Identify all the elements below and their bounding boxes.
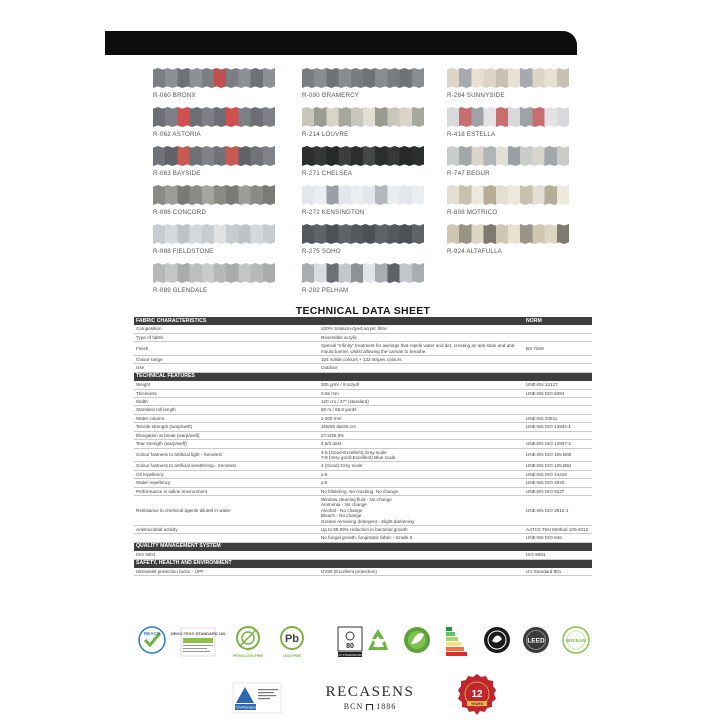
section-norm-header bbox=[524, 559, 592, 568]
table-row bbox=[134, 479, 592, 487]
cell-prop: Colour range bbox=[134, 356, 319, 364]
svg-text:PHTHALATES FREE: PHTHALATES FREE bbox=[232, 654, 264, 658]
table-row bbox=[134, 389, 592, 397]
cell-norm: UNE-EN 20811 bbox=[524, 414, 592, 422]
fabric-swatch bbox=[302, 224, 424, 255]
swatch-fabric-image bbox=[302, 263, 424, 283]
fabric-swatch bbox=[447, 107, 569, 138]
swatch-fabric-image bbox=[447, 107, 569, 127]
cell-value: No fungal growth, fungistatic fabric - Grade 0 bbox=[319, 534, 524, 542]
section-title: TECHNICAL FEATURES bbox=[134, 372, 524, 381]
table-row bbox=[134, 342, 592, 356]
cell-norm: UV Standard 801 bbox=[524, 568, 592, 576]
cell-prop: ISO 9001 bbox=[134, 551, 319, 559]
svg-text:80: 80 bbox=[346, 643, 354, 650]
svg-text:REACH: REACH bbox=[143, 631, 161, 636]
swatch-label: R-214 LOUVRE bbox=[302, 131, 349, 138]
fabric-swatch bbox=[153, 185, 275, 216]
swatch-fabric-image bbox=[447, 224, 569, 244]
svg-text:Pb: Pb bbox=[284, 633, 300, 645]
table-row bbox=[134, 414, 592, 422]
breeam-icon bbox=[558, 624, 594, 664]
swatch-fabric-image bbox=[302, 185, 424, 205]
reach-icon bbox=[134, 624, 170, 664]
lead-free-icon bbox=[274, 624, 310, 664]
table-row bbox=[134, 406, 592, 414]
swatch-fabric-image bbox=[153, 107, 275, 127]
table-row bbox=[134, 440, 592, 448]
table-row bbox=[134, 551, 592, 559]
svg-text:BREEAM: BREEAM bbox=[565, 639, 587, 644]
cell-norm bbox=[524, 333, 592, 341]
cell-prop: Resistance to chemical agents diluted in water bbox=[134, 495, 319, 525]
cell-norm bbox=[524, 325, 592, 333]
section-header bbox=[134, 372, 592, 381]
swatch-label: R-062 ASTORIA bbox=[153, 131, 201, 138]
table-row bbox=[134, 534, 592, 542]
oeko-tex-icon bbox=[170, 624, 226, 664]
swatch-label: R-924 ALTAFULLA bbox=[447, 248, 503, 255]
greenguard-icon bbox=[479, 624, 515, 664]
swatch-fabric-image bbox=[153, 185, 275, 205]
cell-value: Special "Infinity" treatment for awnings that repels water and dirt, creating an anti-stain and anti-mould barrier, whilst allowing the canvas to breathe. bbox=[319, 342, 524, 356]
table-row bbox=[134, 381, 592, 389]
cell-norm: AATCC Test Method 100-2012 bbox=[524, 525, 592, 533]
fabric-swatch bbox=[302, 185, 424, 216]
cell-value: 60 m / 65.6 yards bbox=[319, 406, 524, 414]
tuv-text: TÜVRheinland bbox=[235, 705, 256, 710]
cell-value: Outdoor bbox=[319, 364, 524, 372]
fabric-swatch bbox=[447, 68, 569, 99]
svg-text:LEAD FREE: LEAD FREE bbox=[282, 654, 302, 658]
swatch-fabric-image bbox=[302, 146, 424, 166]
cell-value: Up to 99,99% reduction in bacterial growth bbox=[319, 525, 524, 533]
table-row bbox=[134, 356, 592, 364]
section-norm-header: NORM bbox=[524, 317, 592, 325]
swatch-label: R-284 SUNNYSIDE bbox=[447, 92, 505, 99]
cell-value: 165/85 daN/5 cm bbox=[319, 423, 524, 431]
table-row bbox=[134, 462, 592, 470]
swatch-fabric-image bbox=[153, 68, 275, 88]
cell-norm: UNE-EN ISO 13934-1 bbox=[524, 423, 592, 431]
cell-prop: Water column bbox=[134, 414, 319, 422]
swatch-fabric-image bbox=[153, 146, 275, 166]
brand-tagline: BCN 1886 bbox=[343, 702, 397, 711]
technical-data-table bbox=[134, 317, 592, 576]
header-bar bbox=[105, 31, 577, 55]
cell-prop: Thickness bbox=[134, 389, 319, 397]
section-norm-header bbox=[524, 542, 592, 551]
recycle-icon bbox=[360, 624, 396, 664]
cell-prop: Performance in saline environment bbox=[134, 487, 319, 495]
section-norm-header bbox=[524, 372, 592, 381]
cell-prop: Standard roll length bbox=[134, 406, 319, 414]
swatch-label: R-090 GRAMERCY bbox=[302, 92, 360, 99]
cell-value: 4-5 (Good-Excellent) Grey scale 7-8 (Very good-Excellent) Blue scale bbox=[319, 448, 524, 462]
eco-icon bbox=[399, 624, 435, 664]
swatch-fabric-image bbox=[153, 224, 275, 244]
svg-text:UV STANDARD 801: UV STANDARD 801 bbox=[338, 654, 362, 657]
cell-norm: ISO 9001 bbox=[524, 551, 592, 559]
tuv-certificate-logo bbox=[233, 683, 281, 713]
cell-value: 104 solids colours + 132 stripes colours bbox=[319, 356, 524, 364]
swatch-label: R-088 FIELDSTONE bbox=[153, 248, 214, 255]
svg-text:OEKO-TEX® STANDARD 100: OEKO-TEX® STANDARD 100 bbox=[170, 631, 226, 636]
cell-prop: Weight bbox=[134, 381, 319, 389]
fabric-swatch bbox=[153, 224, 275, 255]
swatch-label: R-275 SOHO bbox=[302, 248, 341, 255]
cell-norm: UNE-EN ISO 5084 bbox=[524, 389, 592, 397]
cell-prop: Tensile strength (warp/weft) bbox=[134, 423, 319, 431]
fabric-swatch bbox=[302, 107, 424, 138]
swatch-fabric-image bbox=[302, 224, 424, 244]
fabric-swatch bbox=[447, 185, 569, 216]
cell-value: Window cleaning fluid - No change Ammonia - No change Alcohol - No change Bleach - No change Grease removing detergent - Slight darkening bbox=[319, 495, 524, 525]
cell-prop: Colour fastness to artificial weathering - Xenotest bbox=[134, 462, 319, 470]
cell-norm bbox=[524, 364, 592, 372]
cell-prop: Water repellency bbox=[134, 479, 319, 487]
energy-label-icon bbox=[438, 624, 474, 664]
swatch-fabric-image bbox=[447, 185, 569, 205]
section-header bbox=[134, 559, 592, 568]
cell-prop: Ultraviolet protection factor - UPF bbox=[134, 568, 319, 576]
cell-norm: UNE-EN ISO 105 B04 bbox=[524, 462, 592, 470]
section-title: QUALITY MANAGEMENT SYSTEM bbox=[134, 542, 524, 551]
section-header bbox=[134, 317, 592, 325]
swatch-label: R-808 MOTRICO bbox=[447, 209, 498, 216]
cell-value: 4,5/3 daN bbox=[319, 440, 524, 448]
table-row bbox=[134, 487, 592, 495]
cell-value: ≥ 300 mm bbox=[319, 414, 524, 422]
guarantee-seal bbox=[456, 672, 498, 720]
cell-value: 305 g/m² / 9 oz/yd² bbox=[319, 381, 524, 389]
table-row bbox=[134, 448, 592, 462]
fabric-swatch bbox=[153, 107, 275, 138]
swatch-fabric-image bbox=[302, 107, 424, 127]
table-row bbox=[134, 364, 592, 372]
section-title: SAFETY, HEALTH AND ENVIRONMENT bbox=[134, 559, 524, 568]
table-row bbox=[134, 325, 592, 333]
swatch-label: R-060 BRONX bbox=[153, 92, 196, 99]
swatch-label: R-063 BAYSIDE bbox=[153, 170, 201, 177]
fabric-swatch bbox=[153, 263, 275, 294]
cell-value: UV80 (Excellent protection) bbox=[319, 568, 524, 576]
cell-value: 0.55 mm bbox=[319, 389, 524, 397]
swatch-fabric-image bbox=[447, 68, 569, 88]
swatch-fabric-image bbox=[302, 68, 424, 88]
cell-norm: BS 7209 bbox=[524, 342, 592, 356]
table-row bbox=[134, 495, 592, 525]
seal-years: 12 bbox=[471, 689, 483, 700]
swatch-label: R-271 CHELSEA bbox=[302, 170, 353, 177]
cell-norm: UNE-EN ISO 4920 bbox=[524, 479, 592, 487]
cell-value: Reversible acrylic bbox=[319, 333, 524, 341]
cell-value: ≥ 5 bbox=[319, 470, 524, 478]
table-row bbox=[134, 333, 592, 341]
cell-prop: Oil repellency bbox=[134, 470, 319, 478]
cell-value: 120 cm / 47" (standard) bbox=[319, 398, 524, 406]
swatch-label: R-418 ESTELLA bbox=[447, 131, 496, 138]
cell-norm bbox=[524, 356, 592, 364]
recasens-logo bbox=[320, 684, 420, 714]
cell-norm: UNE-EN ISO 13937-2 bbox=[524, 440, 592, 448]
table-row bbox=[134, 398, 592, 406]
cell-prop: Elongation at break (warp/weft) bbox=[134, 431, 319, 439]
cell-value: 4 (Good) Grey scale bbox=[319, 462, 524, 470]
table-row bbox=[134, 423, 592, 431]
fabric-swatch bbox=[153, 68, 275, 99]
table-row bbox=[134, 568, 592, 576]
swatch-fabric-image bbox=[447, 146, 569, 166]
castle-icon bbox=[366, 704, 373, 710]
cell-norm: UNE-EN ISO 14419 bbox=[524, 470, 592, 478]
fabric-swatch bbox=[153, 146, 275, 177]
fabric-swatch bbox=[302, 263, 424, 294]
swatch-label: R-086 CONCORD bbox=[153, 209, 207, 216]
fabric-swatch bbox=[302, 68, 424, 99]
cell-prop: Antimicrobial activity bbox=[134, 525, 319, 533]
section-title: FABRIC CHARACTERISTICS bbox=[134, 317, 524, 325]
cell-prop: Finish bbox=[134, 342, 319, 356]
table-row bbox=[134, 470, 592, 478]
swatch-label: R-747 BEGUR bbox=[447, 170, 490, 177]
seal-text: YEARS bbox=[470, 702, 484, 706]
cell-value: No blistering. No cracking. No change bbox=[319, 487, 524, 495]
brand-name: RECASENS bbox=[325, 684, 415, 700]
swatch-label: R-272 KENSINGTON bbox=[302, 209, 365, 216]
leed-icon bbox=[518, 624, 554, 664]
certification-icons bbox=[134, 624, 592, 666]
cell-prop: Tear strength (warp/weft) bbox=[134, 440, 319, 448]
cell-prop: Type of fabric bbox=[134, 333, 319, 341]
svg-text:LEED: LEED bbox=[527, 637, 545, 645]
cell-norm: UNE-EN ISO 9227 bbox=[524, 487, 592, 495]
cell-norm: UNE-EN ISO 2812-1 bbox=[524, 495, 592, 525]
cell-value: 100% Solution-dyed acrylic fibre bbox=[319, 325, 524, 333]
cell-norm bbox=[524, 398, 592, 406]
cell-norm bbox=[524, 431, 592, 439]
fabric-swatch bbox=[302, 146, 424, 177]
section-header bbox=[134, 542, 592, 551]
cell-value: 27,5/25,9% bbox=[319, 431, 524, 439]
phthalates-free-icon bbox=[230, 624, 266, 664]
cell-value: ≥ 5 bbox=[319, 479, 524, 487]
cell-prop bbox=[134, 534, 319, 542]
cell-norm: UNE-EN ISO 105 B02 bbox=[524, 448, 592, 462]
cell-prop: Use bbox=[134, 364, 319, 372]
cell-norm: UNE-EN ISO 846 bbox=[524, 534, 592, 542]
cell-value bbox=[319, 551, 524, 559]
table-row bbox=[134, 525, 592, 533]
table-row bbox=[134, 431, 592, 439]
swatch-label: R-282 PELHAM bbox=[302, 287, 349, 294]
swatch-label: R-089 GLENDALE bbox=[153, 287, 208, 294]
fabric-swatch bbox=[447, 224, 569, 255]
cell-norm: UNE-EN 12127 bbox=[524, 381, 592, 389]
cell-prop: Composition bbox=[134, 325, 319, 333]
page-title: TECHNICAL DATA SHEET bbox=[295, 305, 431, 317]
cell-norm bbox=[524, 406, 592, 414]
cell-prop: Width bbox=[134, 398, 319, 406]
swatch-fabric-image bbox=[153, 263, 275, 283]
fabric-swatch bbox=[447, 146, 569, 177]
cell-prop: Colour fastness to artificial light - Xenotest bbox=[134, 448, 319, 462]
